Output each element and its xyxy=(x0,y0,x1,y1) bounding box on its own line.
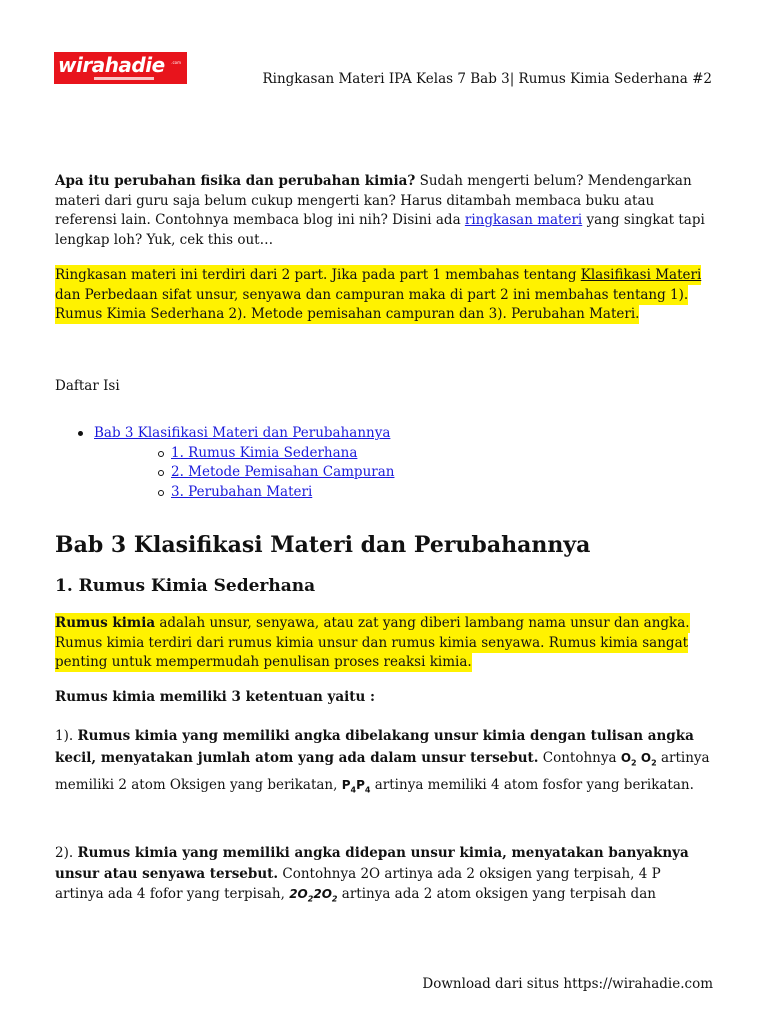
toc-link-rumus-kimia[interactable]: 1. Rumus Kimia Sederhana xyxy=(171,444,358,461)
toc-item-main xyxy=(55,424,713,502)
rule-1-paragraph xyxy=(55,725,713,802)
site-logo[interactable] xyxy=(54,52,187,84)
formula-o2: $O_2$ xyxy=(620,751,637,768)
summary-text-1: Ringkasan materi ini terdiri dari 2 part. Jika pada part 1 membahas tentang xyxy=(55,267,581,283)
rule-2-number: 2). xyxy=(55,845,78,861)
rule-1-text-2: artinya memiliki 2 atom Oksigen yang berikatan, xyxy=(55,750,710,794)
toc-subitem xyxy=(94,463,713,483)
table-of-contents xyxy=(55,424,713,502)
summary-text-2: dan Perbedaan sifat unsur, senyawa dan campuran maka di part 2 ini membahas tentang 1). Rumus Kimia Sederhana 2). Metode pemisahan campuran dan 3). Perubahan Materi. xyxy=(55,286,689,322)
rule-1-text-3: artinya memiliki 4 atom fosfor yang berikatan. xyxy=(370,777,694,794)
toc-title: Daftar Isi xyxy=(55,378,120,394)
logo-tagline-decoration xyxy=(94,77,154,80)
klasifikasi-materi-link[interactable]: Klasifikasi Materi xyxy=(580,267,702,283)
rule-1-number: 1). xyxy=(55,728,78,744)
toc-link-bab3[interactable]: Bab 3 Klasifikasi Materi dan Perubahannya xyxy=(94,425,391,441)
footer-download-text: Download dari situs https://wirahadie.com xyxy=(422,976,713,992)
rule-2-text-2: artinya ada 2 atom oksigen yang terpisah dan xyxy=(337,886,656,902)
toc-link-perubahan-materi[interactable]: 3. Perubahan Materi xyxy=(171,483,313,500)
definition-text: adalah unsur, senyawa, atau zat yang diberi lambang nama unsur dan angka. Rumus kimia terdiri dari rumus kimia unsur dan rumus kimia senyawa. Rumus kimia sangat penting untuk mempermudah penulisan proses reaksi kimia. xyxy=(55,615,690,670)
intro-text-1: Sudah mengerti belum? Mendengarkan materi dari guru saja belum cukup mengerti kan? Harus ditambah membaca buku atau referensi lain. Contohnya membaca blog ini nih? Disini ada xyxy=(55,173,692,228)
toc-link-metode-pemisahan[interactable]: 2. Metode Pemisahan Campuran xyxy=(171,464,395,480)
header-title: Ringkasan Materi IPA Kelas 7 Bab 3| Rumus Kimia Sederhana #2 xyxy=(262,71,712,87)
heading-rumus-kimia: 1. Rumus Kimia Sederhana xyxy=(55,576,316,596)
heading-bab3: Bab 3 Klasifikasi Materi dan Perubahannya xyxy=(55,532,591,558)
formula-p4: $P_4P_4$ xyxy=(341,778,371,795)
definition-paragraph xyxy=(55,614,713,673)
rule-1-bold: Rumus kimia yang memiliki angka dibelakang unsur kimia dengan tulisan angka kecil, menyatakan jumlah atom yang ada dalam unsur tersebut. xyxy=(55,728,694,766)
toc-subitem xyxy=(94,444,713,464)
rule-1-text-1: Contohnya xyxy=(538,750,621,766)
formula-2o2: $2O_22O_2$ xyxy=(289,887,338,904)
logo-text: wirahadie xyxy=(58,53,165,77)
definition-term: Rumus kimia xyxy=(55,615,156,631)
rule-2-bold: Rumus kimia yang memiliki angka didepan unsur kimia, menyatakan banyaknya unsur atau senyawa tersebut. xyxy=(55,845,689,882)
toc-subitem xyxy=(94,483,713,503)
ringkasan-materi-link[interactable]: ringkasan materi xyxy=(464,212,583,228)
rule-2-text-1: Contohnya 2O artinya ada 2 oksigen yang terpisah, 4 P artinya ada 4 fofor yang terpisah, xyxy=(55,865,661,902)
intro-question: Apa itu perubahan fisika dan perubahan kimia? xyxy=(55,173,416,189)
formula-o2-repeat: $O_2$ xyxy=(640,751,657,768)
intro-paragraph xyxy=(55,172,713,250)
logo-tld: .com xyxy=(171,60,181,65)
ketentuan-heading: Rumus kimia memiliki 3 ketentuan yaitu : xyxy=(55,689,375,705)
rule-2-paragraph xyxy=(55,843,713,910)
summary-paragraph xyxy=(55,266,713,325)
intro-text-2: yang singkat tapi lengkap loh? Yuk, cek this out… xyxy=(55,212,705,248)
